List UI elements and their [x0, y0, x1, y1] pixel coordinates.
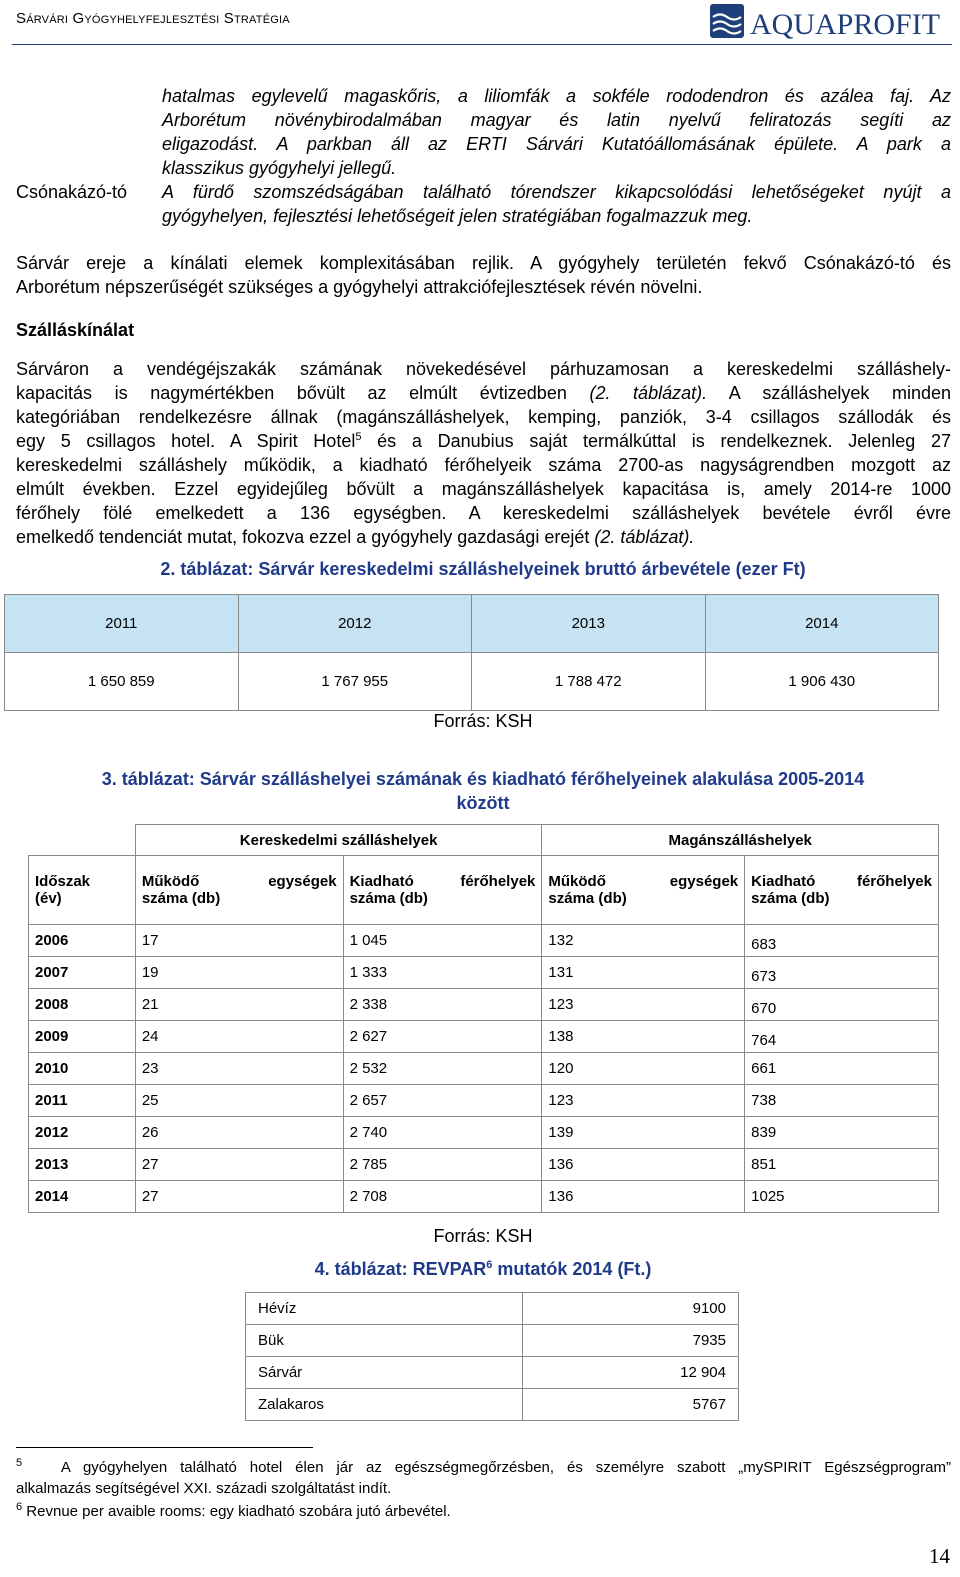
- table-row: [29, 1149, 939, 1181]
- commercial-units-cell: 27: [135, 1149, 343, 1181]
- private-beds-cell: 839: [745, 1117, 939, 1149]
- table-row: [246, 1325, 739, 1357]
- commercial-beds-cell: 1 333: [343, 957, 542, 989]
- table3: [28, 824, 939, 1213]
- year-cell: 2006: [29, 925, 136, 957]
- text-line: Sárvár ereje a kínálati elemek komplexitásában rejlik. A gyógyhely területén fekvő Csónakázó-tó és: [16, 253, 951, 273]
- header-word: Kiadható: [751, 873, 816, 890]
- private-beds-cell: 661: [745, 1053, 939, 1085]
- private-beds-cell: 851: [745, 1149, 939, 1181]
- commercial-beds-cell: 2 627: [343, 1021, 542, 1053]
- commercial-beds-cell: 2 785: [343, 1149, 542, 1181]
- caption-text: mutatók 2014 (Ft.): [492, 1259, 652, 1279]
- commercial-units-cell: 21: [135, 989, 343, 1021]
- footnote-text: Revnue per avaible rooms: egy kiadható szobára jutó árbevétel.: [26, 1503, 451, 1520]
- private-units-cell: 139: [542, 1117, 745, 1149]
- header-line: száma (db): [548, 890, 627, 907]
- commercial-units-cell: 27: [135, 1181, 343, 1213]
- header-word: Működő: [548, 873, 606, 890]
- private-beds-cell: 764: [745, 1021, 939, 1053]
- text-line: kategóriában rendelkezésre állnak (magánszálláshelyek, kemping, panziók, 3-4 csillagos szállodák és: [16, 407, 951, 427]
- footnote-number: 5: [16, 1457, 23, 1469]
- private-beds-cell: 670: [745, 989, 939, 1021]
- text-line: gyógyhelyen, fejlesztési lehetőségeit jelen stratégiában fogalmazzuk meg.: [162, 206, 753, 226]
- text-line: hatalmas egylevelű magaskőris, a liliomfák a sokféle rododendron és azálea faj. Az: [162, 86, 951, 106]
- text-span: egy 5 csillagos hotel. A Spirit Hotel: [16, 431, 356, 451]
- table3-body: [29, 925, 939, 1213]
- table-row: [29, 957, 939, 989]
- year-cell: 2013: [472, 595, 706, 653]
- csonakazo-text: [162, 180, 951, 228]
- logo-text: AQUAPROFIT: [750, 8, 941, 41]
- private-units-cell: 132: [542, 925, 745, 957]
- running-header: Sárvári Gyógyhelyfejlesztési Stratégia: [16, 10, 290, 27]
- table-row: [246, 1293, 739, 1325]
- footnote-6: [16, 1501, 951, 1522]
- text-span: emelkedő tendenciát mutat, fokozva ezzel a gyógyhely gazdasági erejét: [16, 527, 595, 547]
- header-word: Működő: [141, 873, 200, 890]
- caption-text: 4. táblázat: REVPAR: [314, 1259, 487, 1279]
- commercial-beds-cell: 1 045: [343, 925, 542, 957]
- section-title: Szálláskínálat: [16, 320, 135, 340]
- private-units-cell: 123: [542, 1085, 745, 1117]
- aquaprofit-logo: [708, 2, 958, 42]
- year-cell: 2013: [29, 1149, 136, 1181]
- commercial-units-cell: 26: [135, 1117, 343, 1149]
- year-cell: 2012: [29, 1117, 136, 1149]
- table-row: [246, 1357, 739, 1389]
- place-cell: Zalakaros: [246, 1389, 523, 1421]
- commercial-units-cell: 24: [135, 1021, 343, 1053]
- private-beds-cell: 683: [745, 925, 939, 957]
- caption-line: között: [456, 793, 510, 813]
- table2: [4, 594, 939, 711]
- col-header-units: [542, 856, 745, 925]
- table4: [245, 1292, 739, 1421]
- table-row: [29, 925, 939, 957]
- table-reference: (2. táblázat).: [594, 527, 695, 547]
- arboretum-text: [162, 84, 951, 180]
- header-line: Időszak: [35, 873, 91, 890]
- text-line: [16, 429, 951, 453]
- place-cell: Sárvár: [246, 1357, 523, 1389]
- private-units-cell: 136: [542, 1149, 745, 1181]
- header-line: száma (db): [751, 890, 830, 907]
- private-units-cell: 131: [542, 957, 745, 989]
- place-cell: Bük: [246, 1325, 523, 1357]
- table-row: [29, 1085, 939, 1117]
- table-row: [29, 1053, 939, 1085]
- text-span: kapacitás is nagymértékben bővült az elmúlt évtizedben: [16, 383, 590, 403]
- table4-body: [246, 1293, 739, 1421]
- text-span: A szálláshelyek minden: [707, 383, 952, 403]
- footnote-ref-5: 5: [355, 431, 362, 443]
- header-word: férőhelyek: [856, 873, 932, 890]
- value-cell: 1 906 430: [705, 653, 939, 711]
- year-cell: 2011: [5, 595, 239, 653]
- private-beds-cell: 1025: [745, 1181, 939, 1213]
- year-cell: 2010: [29, 1053, 136, 1085]
- csonakazo-label: Csónakázó-tó: [16, 182, 128, 202]
- header-word: férőhelyek: [460, 873, 536, 890]
- revpar-value-cell: 9100: [522, 1293, 738, 1325]
- table-group-row: [29, 825, 939, 856]
- col-header-beds: [745, 856, 939, 925]
- year-cell: 2009: [29, 1021, 136, 1053]
- table-row: [29, 1117, 939, 1149]
- table3-caption: [0, 767, 960, 815]
- private-beds-cell: 673: [745, 957, 939, 989]
- commercial-beds-cell: 2 338: [343, 989, 542, 1021]
- page-number: 14: [929, 1544, 950, 1568]
- revpar-value-cell: 12 904: [522, 1357, 738, 1389]
- text-line: férőhely fölé emelkedett a 136 egységben. A kereskedelmi szálláshelyek bevétele évről évre: [16, 503, 951, 523]
- private-units-cell: 136: [542, 1181, 745, 1213]
- commercial-units-cell: 17: [135, 925, 343, 957]
- col-header-period: [29, 856, 136, 925]
- table-row: [5, 653, 939, 711]
- table-row: [5, 595, 939, 653]
- col-header-beds: [343, 856, 542, 925]
- footnote-line: alkalmazás segítségével XXI. századi szolgáltatást indít.: [16, 1480, 392, 1497]
- header-line: (év): [35, 890, 62, 907]
- table-row: [29, 1181, 939, 1213]
- empty-cell: [29, 825, 136, 856]
- group-header-commercial: Kereskedelmi szálláshelyek: [135, 825, 542, 856]
- text-line: Arborétum népszerűségét szükséges a gyógyhelyi attrakciófejlesztések révén növelni.: [16, 277, 703, 297]
- place-cell: Hévíz: [246, 1293, 523, 1325]
- text-line: klasszikus gyógyhelyi jellegű.: [162, 158, 397, 178]
- text-line: Arborétum növénybirodalmában magyar és latin nyelvű feliratozás segíti az: [162, 110, 951, 130]
- commercial-units-cell: 23: [135, 1053, 343, 1085]
- footnote-ref-6: 6: [486, 1259, 493, 1271]
- value-cell: 1 788 472: [472, 653, 706, 711]
- header-word: Kiadható: [349, 873, 414, 890]
- year-cell: 2012: [238, 595, 472, 653]
- header-word: egységek: [268, 873, 337, 890]
- table-row: [29, 989, 939, 1021]
- commercial-beds-cell: 2 657: [343, 1085, 542, 1117]
- commercial-beds-cell: 2 708: [343, 1181, 542, 1213]
- table4-caption: [0, 1259, 960, 1280]
- year-cell: 2014: [29, 1181, 136, 1213]
- text-line: [16, 381, 951, 405]
- table-row: [246, 1389, 739, 1421]
- revpar-value-cell: 7935: [522, 1325, 738, 1357]
- footnote-line: [16, 1457, 951, 1478]
- text-line: [16, 525, 951, 549]
- table-reference: (2. táblázat).: [589, 383, 708, 403]
- table3-source: Forrás: KSH: [433, 1226, 533, 1246]
- private-units-cell: 138: [542, 1021, 745, 1053]
- group-header-private: Magánszálláshelyek: [542, 825, 939, 856]
- header-line: száma (db): [349, 890, 428, 907]
- table-row: [29, 1021, 939, 1053]
- year-cell: 2014: [705, 595, 939, 653]
- caption-line: 3. táblázat: Sárvár szálláshelyei számának és kiadható férőhelyeinek alakulása 2005-2014: [101, 769, 865, 789]
- table-header-row: [29, 856, 939, 925]
- private-beds-cell: 738: [745, 1085, 939, 1117]
- commercial-beds-cell: 2 532: [343, 1053, 542, 1085]
- header-word: egységek: [669, 873, 739, 890]
- header-rule: [12, 44, 952, 45]
- value-cell: 1 767 955: [238, 653, 472, 711]
- private-units-cell: 120: [542, 1053, 745, 1085]
- text-line: A fürdő szomszédságában található tórendszer kikapcsolódási lehetőségeket nyújt a: [162, 182, 951, 202]
- text-line: elmúlt években. Ezzel egyidejűleg bővült a magánszálláshelyek kapacitása is, amely 2014-re 1000: [16, 479, 951, 499]
- col-header-units: [135, 856, 343, 925]
- footnote-5: [16, 1457, 951, 1499]
- paragraph-accommodation: [16, 357, 951, 549]
- paragraph-strength: [16, 251, 951, 299]
- value-cell: 1 650 859: [5, 653, 239, 711]
- table2-caption: 2. táblázat: Sárvár kereskedelmi szálláshelyeinek bruttó árbevétele (ezer Ft): [160, 559, 806, 579]
- year-cell: 2011: [29, 1085, 136, 1117]
- text-span: és a Danubius saját termálkúttal is rendelkeznek. Jelenleg 27: [361, 431, 951, 451]
- footnote-separator: [16, 1447, 313, 1448]
- revpar-value-cell: 5767: [522, 1389, 738, 1421]
- private-units-cell: 123: [542, 989, 745, 1021]
- year-cell: 2008: [29, 989, 136, 1021]
- footnote-text: A gyógyhelyen található hotel élen jár az egészségmegőrzésben, és személyre szabott „mySPIRIT Egészségprogram”: [60, 1459, 951, 1476]
- commercial-units-cell: 19: [135, 957, 343, 989]
- header-line: száma (db): [141, 890, 221, 907]
- text-line: Sárváron a vendégéjszakák számának növekedésével párhuzamosan a kereskedelmi szálláshely-: [16, 359, 951, 379]
- commercial-beds-cell: 2 740: [343, 1117, 542, 1149]
- text-line: eligazodást. A parkban áll az ERTI Sárvári Kutatóállomásának épülete. A park a: [162, 134, 951, 154]
- year-cell: 2007: [29, 957, 136, 989]
- text-line: kereskedelmi szálláshely működik, a kiadható férőhelyeik száma 2700-as nagyságrendben mozgott az: [16, 455, 951, 475]
- table2-source: Forrás: KSH: [433, 711, 533, 731]
- footnote-number: 6: [16, 1501, 23, 1513]
- commercial-units-cell: 25: [135, 1085, 343, 1117]
